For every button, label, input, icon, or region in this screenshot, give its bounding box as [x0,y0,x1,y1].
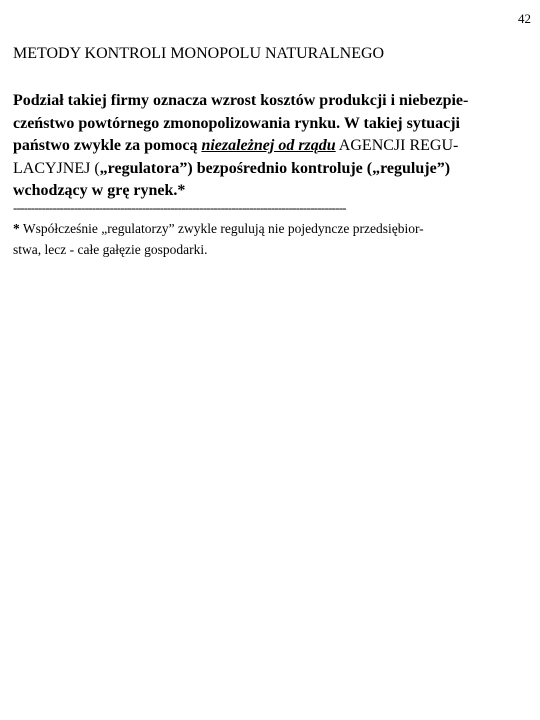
main-paragraph [13,90,533,203]
footnote-line-2: stwa, lecz - całe gałęzie gospodarki. [13,242,208,257]
paragraph-line-1: Podział takiej firmy oznacza wzrost kosztów produkcji i niebezpie- [13,92,469,109]
regulates-quote: „reguluje” [372,159,445,177]
paragraph-line-4-end: ) [444,159,451,177]
paragraph-line-2: czeństwo powtórnego zmonopolizowania rynku. W takiej sytuacji [13,114,460,132]
paragraph-line-4 [13,158,533,181]
page-title: METODY KONTROLI MONOPOLU NATURALNEGO [13,45,385,62]
regulator-quote: „regulatora” [99,159,188,177]
paragraph-line-3-start: państwo zwykle za pomocą [13,137,202,155]
footnote-marker: * [13,221,20,236]
footnote-line-1-text: Współcześnie „regulatorzy” zwykle regulują nie pojedyncze przedsiębior- [19,221,424,236]
page-number: 42 [518,11,531,26]
paragraph-line-4-middle: ) bezpośrednio kontroluje ( [187,159,373,177]
agency-term: AGENCJI REGU- [335,137,459,155]
agency-term-continued: LACYJNEJ ( [13,159,100,177]
footnote-line-1 [13,218,533,239]
footnote [13,218,533,260]
paragraph-line-3 [13,135,533,158]
emphasized-phrase: niezależnej od rządu [201,137,336,155]
footnote-divider: --------------------------------------------------------------------------------------------- [13,200,346,215]
paragraph-line-5: wchodzący w grę rynek.* [13,182,186,200]
